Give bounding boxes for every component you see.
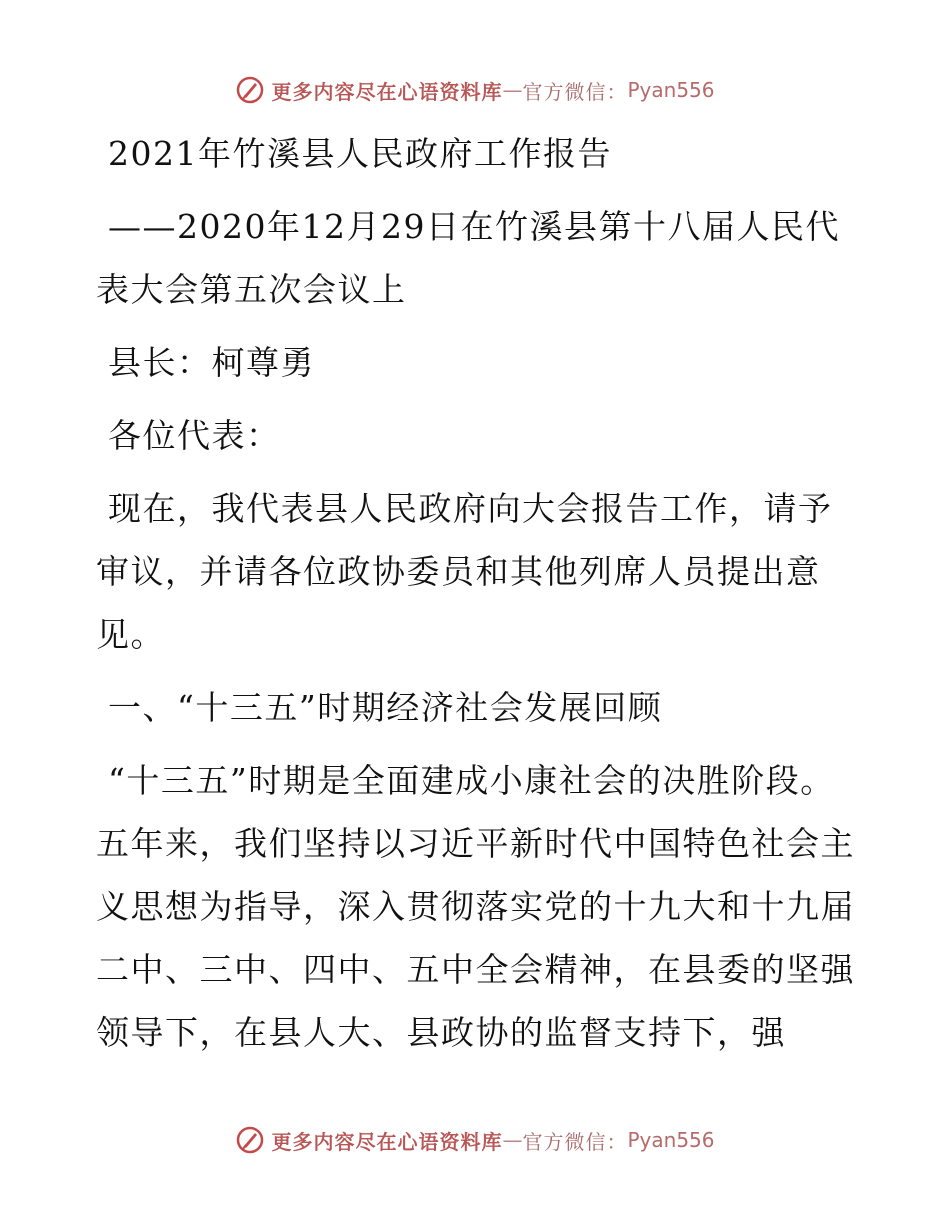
watermark-text: 更多内容尽在心语资料库	[271, 1129, 503, 1154]
watermark-dash: —	[502, 1128, 523, 1152]
document-title: 2021年竹溪县人民政府工作报告	[108, 134, 612, 173]
document-body	[96, 122, 866, 1064]
watermark-dash: —	[502, 78, 523, 102]
section-heading: 一、“十三五”时期经济社会发展回顾	[108, 688, 663, 727]
watermark-wechat-id: Pyan556	[627, 1128, 715, 1152]
intro-paragraph: 现在，我代表县人民政府向大会报告工作，请予审议，并请各位政协委员和其他列席人员提出意见。	[96, 489, 833, 654]
section-paragraph: “十三五”时期是全面建成小康社会的决胜阶段。五年来，我们坚持以习近平新时代中国特色社会主义思想为指导，深入贯彻落实党的十九大和十九届二中、三中、四中、五中全会精神，在县委的坚强领导下，在县人大、县政协的监督支持下，强	[96, 761, 855, 1052]
watermark-wechat-label: 官方微信：	[522, 1129, 628, 1154]
document-subtitle: ——2020年12月29日在竹溪县第十八届人民代表大会第五次会议上	[96, 207, 840, 309]
watermark-text: 更多内容尽在心语资料库	[271, 79, 503, 104]
quill-seal-icon	[235, 1125, 265, 1155]
watermark-banner-top	[0, 70, 950, 110]
watermark-banner-bottom	[0, 1120, 950, 1160]
speaker-line: 县长：柯尊勇	[108, 343, 315, 382]
watermark-wechat-id: Pyan556	[627, 78, 715, 102]
watermark-wechat-label: 官方微信：	[522, 79, 628, 104]
quill-seal-icon	[235, 75, 265, 105]
salutation: 各位代表：	[108, 416, 281, 455]
